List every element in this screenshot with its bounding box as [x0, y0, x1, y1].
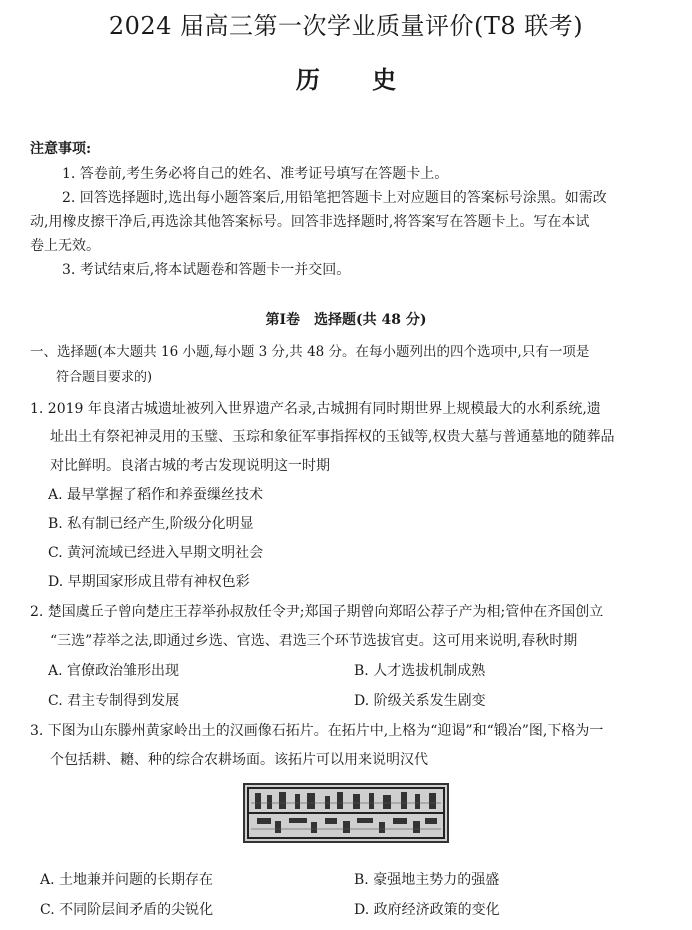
- subject-title: 历 史: [295, 65, 419, 94]
- question-1-option-b[interactable]: B. 私有制已经产生,阶级分化明显: [48, 516, 254, 532]
- part-intro: 一、选择题(本大题共 16 小题,每小题 3 分,共 48 分。在每小题列出的四个选项中,只有一项是: [30, 344, 590, 360]
- section-heading: 第Ⅰ卷 选择题(共 48 分): [265, 312, 427, 328]
- question-1-option-d[interactable]: D. 早期国家形成且带有神权色彩: [48, 574, 250, 590]
- question-2-option-a[interactable]: A. 官僚政治雏形出现: [48, 663, 180, 679]
- question-1-option-c[interactable]: C. 黄河流域已经进入早期文明社会: [48, 545, 264, 561]
- question-3-option-b[interactable]: B. 豪强地主势力的强盛: [354, 872, 500, 888]
- note-line: 卷上无效。: [30, 238, 100, 254]
- question-2-option-b[interactable]: B. 人才选拔机制成熟: [354, 663, 486, 679]
- note-line: 3. 考试结束后,将本试题卷和答题卡一并交回。: [62, 262, 351, 278]
- note-line: 2. 回答选择题时,选出每小题答案后,用铅笔把答题卡上对应题目的答案标号涂黑。如需改: [62, 190, 607, 206]
- question-3-stem: 个包括耕、耱、种的综合农耕场面。该拓片可以用来说明汉代: [50, 752, 428, 768]
- question-3-option-c[interactable]: C. 不同阶层间矛盾的尖锐化: [40, 902, 214, 918]
- question-3-option-d[interactable]: D. 政府经济政策的变化: [354, 902, 500, 918]
- question-1-stem: 对比鲜明。良渚古城的考古发现说明这一时期: [50, 458, 330, 474]
- question-3-stem: 3. 下图为山东滕州黄家岭出土的汉画像石拓片。在拓片中,上格为“迎谒”和“锻冶”图,下格为一: [30, 723, 604, 739]
- question-2-option-c[interactable]: C. 君主专制得到发展: [48, 693, 180, 709]
- question-1-stem: 址出土有祭祀神灵用的玉璧、玉琮和象征军事指挥权的玉钺等,权贵大墓与普通墓地的随葬品: [50, 429, 615, 445]
- question-1-option-a[interactable]: A. 最早掌握了稻作和养蚕缫丝技术: [48, 487, 264, 503]
- notes-heading: 注意事项:: [30, 141, 92, 157]
- question-2-stem: 2. 楚国虞丘子曾向楚庄王荐举孙叔敖任令尹;郑国子期曾向郑昭公荐子产为相;管仲在齐国创立: [30, 604, 604, 620]
- question-2-option-d[interactable]: D. 阶级关系发生剧变: [354, 693, 486, 709]
- part-intro-cont: 符合题目要求的): [56, 370, 153, 385]
- question-1-stem: 1. 2019 年良渚古城遗址被列入世界遗产名录,古城拥有同时期世界上规模最大的水利系统,遗: [30, 401, 601, 417]
- exam-title: 2024 届高三第一次学业质量评价(T8 联考): [108, 12, 584, 40]
- question-2-stem: “三选”荐举之法,即通过乡选、官选、君选三个环节选拔官吏。这可用来说明,春秋时期: [50, 633, 578, 649]
- stone-relief-rubbing-image: [243, 783, 449, 843]
- question-3-option-a[interactable]: A. 土地兼并问题的长期存在: [40, 872, 214, 888]
- note-line: 1. 答卷前,考生务必将自己的姓名、准考证号填写在答题卡上。: [62, 166, 449, 182]
- note-line: 动,用橡皮擦干净后,再选涂其他答案标号。回答非选择题时,将答案写在答题卡上。写在本试: [30, 214, 590, 230]
